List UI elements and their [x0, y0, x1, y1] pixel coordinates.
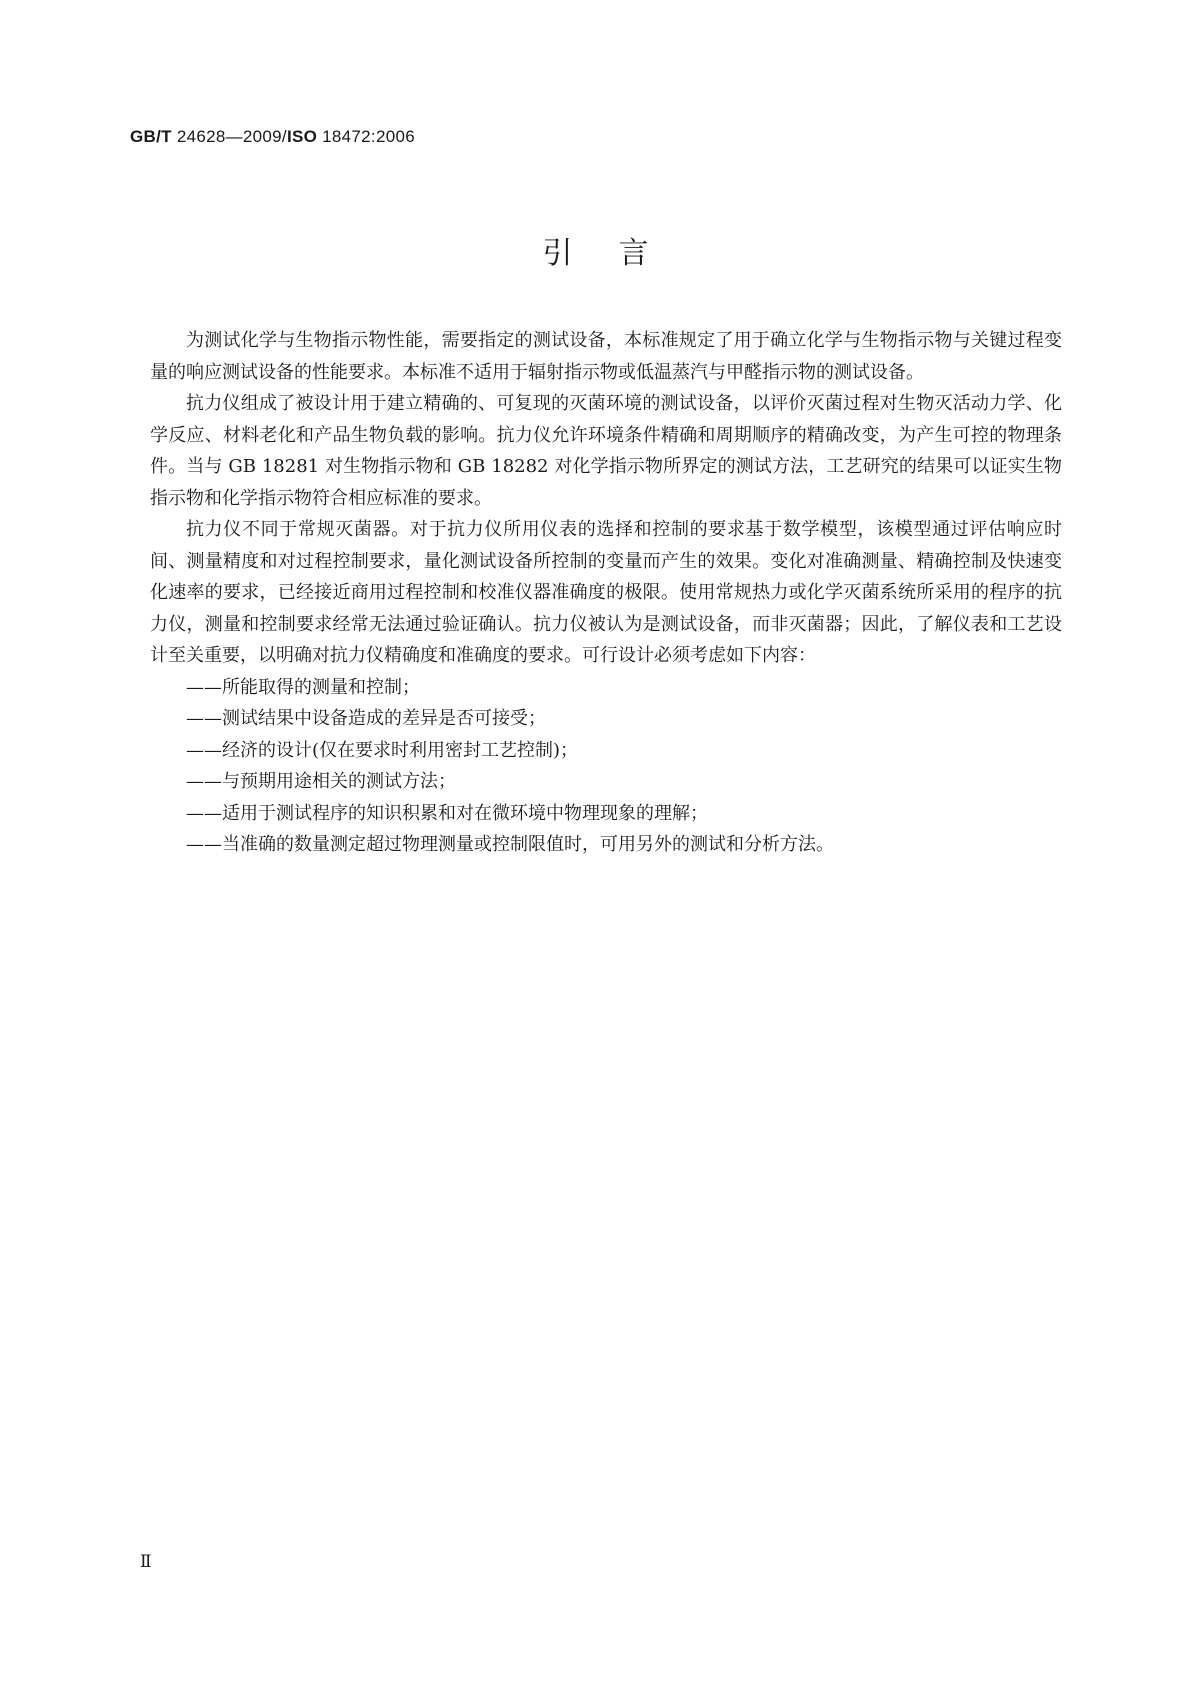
iso-prefix: ISO	[286, 127, 318, 146]
introduction-body	[150, 325, 1062, 861]
paragraph-1: 为测试化学与生物指示物性能，需要指定的测试设备，本标准规定了用于确立化学与生物指示物与关键过程变量的响应测试设备的性能要求。本标准不适用于辐射指示物或低温蒸汽与甲醛指示物的测试设备。	[150, 330, 1062, 383]
iso-number: 18472:2006	[317, 127, 415, 146]
list-item: ——所能取得的测量和控制；	[186, 676, 420, 698]
list-item: ——经济的设计(仅在要求时利用密封工艺控制)；	[186, 739, 579, 761]
paragraph-2: 抗力仪组成了被设计用于建立精确的、可复现的灭菌环境的测试设备，以评价灭菌过程对生物灭活动力学、化学反应、材料老化和产品生物负载的影响。抗力仪允许环境条件精确和周期顺序的精确改变，为产生可控的物理条件。当与 GB 18281 对生物指示物和 GB 18282 对化学指示物所界定的测试方法，工艺研究的结果可以证实生物指示物和化学指示物符合相应标准的要求。	[150, 393, 1062, 509]
list-item: ——测试结果中设备造成的差异是否可接受；	[186, 708, 546, 729]
standard-prefix: GB/T	[130, 127, 172, 146]
page-title: 引言	[542, 236, 695, 271]
standard-number: 24628—2009/	[171, 127, 287, 146]
paragraph-3: 抗力仪不同于常规灭菌器。对于抗力仪所用仪表的选择和控制的要求基于数学模型，该模型通过评估响应时间、测量精度和对过程控制要求，量化测试设备所控制的变量而产生的效果。变化对准确测量、精确控制及快速变化速率的要求，已经接近商用过程控制和校准仪器准确度的极限。使用常规热力或化学灭菌系统所采用的程序的抗力仪，测量和控制要求经常无法通过验证确认。抗力仪被认为是测试设备，而非灭菌器；因此，了解仪表和工艺设计至关重要，以明确对抗力仪精确度和准确度的要求。可行设计必须考虑如下内容：	[150, 519, 1062, 666]
page-number: Ⅱ	[140, 1552, 152, 1571]
list-item: ——与预期用途相关的测试方法；	[186, 771, 456, 792]
list-item: ——当准确的数量测定超过物理测量或控制限值时，可用另外的测试和分析方法。	[186, 834, 834, 855]
list-item: ——适用于测试程序的知识积累和对在微环境中物理现象的理解；	[186, 802, 708, 824]
standard-header	[130, 127, 415, 147]
considerations-list	[150, 672, 1062, 861]
